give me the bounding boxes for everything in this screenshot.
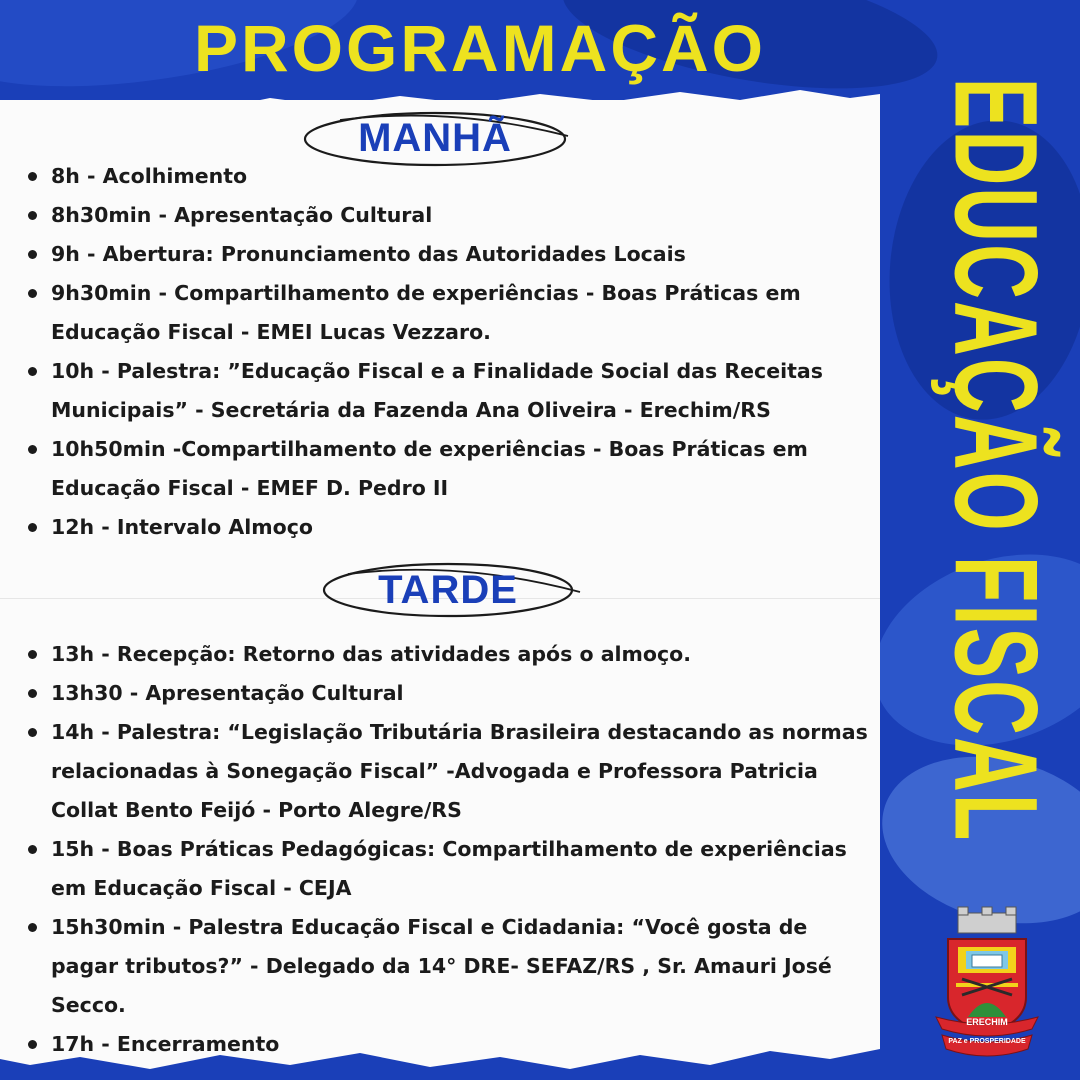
list-item: 10h50min -Compartilhamento de experiências - Boas Práticas em Educação Fiscal - EMEF D. Pedro II bbox=[22, 430, 872, 508]
side-title bbox=[929, 60, 1061, 860]
bullet-icon bbox=[28, 367, 37, 376]
list-item: 8h30min - Apresentação Cultural bbox=[22, 196, 872, 235]
list-item: 10h - Palestra: ”Educação Fiscal e a Finalidade Social das Receitas Municipais” - Secretária da Fazenda Ana Oliveira - Erechim/RS bbox=[22, 352, 872, 430]
bullet-icon bbox=[28, 211, 37, 220]
list-item: 13h - Recepção: Retorno das atividades após o almoço. bbox=[22, 635, 872, 674]
bullet-icon bbox=[28, 523, 37, 532]
municipal-crest bbox=[928, 905, 1046, 1065]
list-item: 13h30 - Apresentação Cultural bbox=[22, 674, 872, 713]
bullet-icon bbox=[28, 1040, 37, 1049]
list-item: 9h30min - Compartilhamento de experiências - Boas Práticas em Educação Fiscal - EMEI Lucas Vezzaro. bbox=[22, 274, 872, 352]
crest-city-name: ERECHIM bbox=[966, 1017, 1008, 1027]
bullet-icon bbox=[28, 728, 37, 737]
list-item: 15h30min - Palestra Educação Fiscal e Cidadania: “Você gosta de pagar tributos?” - Delegado da 14° DRE- SEFAZ/RS , Sr. Amauri José Secco. bbox=[22, 908, 872, 1025]
morning-schedule-list bbox=[22, 157, 872, 547]
bullet-icon bbox=[28, 445, 37, 454]
crest-motto: PAZ e PROSPERIDADE bbox=[948, 1038, 1026, 1045]
list-item: 14h - Palestra: “Legislação Tributária Brasileira destacando as normas relacionadas à Sonegação Fiscal” -Advogada e Professora Patricia Collat Bento Feijó - Porto Alegre/RS bbox=[22, 713, 872, 830]
bullet-icon bbox=[28, 172, 37, 181]
bullet-icon bbox=[28, 289, 37, 298]
bullet-icon bbox=[28, 845, 37, 854]
bullet-icon bbox=[28, 689, 37, 698]
bullet-icon bbox=[28, 650, 37, 659]
afternoon-schedule-list bbox=[22, 635, 872, 1064]
side-title-text: EDUCAÇÃO FISCAL bbox=[929, 77, 1061, 843]
list-item: 15h - Boas Práticas Pedagógicas: Compartilhamento de experiências em Educação Fiscal - CEJA bbox=[22, 830, 872, 908]
list-item: 8h - Acolhimento bbox=[22, 157, 872, 196]
page-title: PROGRAMAÇÃO bbox=[194, 11, 766, 85]
list-item: 9h - Abertura: Pronunciamento das Autoridades Locais bbox=[22, 235, 872, 274]
afternoon-heading-badge bbox=[318, 560, 588, 620]
bullet-icon bbox=[28, 250, 37, 259]
list-item: 17h - Encerramento bbox=[22, 1025, 872, 1064]
morning-heading: MANHÃ bbox=[358, 116, 512, 160]
afternoon-heading: TARDE bbox=[378, 568, 518, 612]
bullet-icon bbox=[28, 923, 37, 932]
list-item: 12h - Intervalo Almoço bbox=[22, 508, 872, 547]
